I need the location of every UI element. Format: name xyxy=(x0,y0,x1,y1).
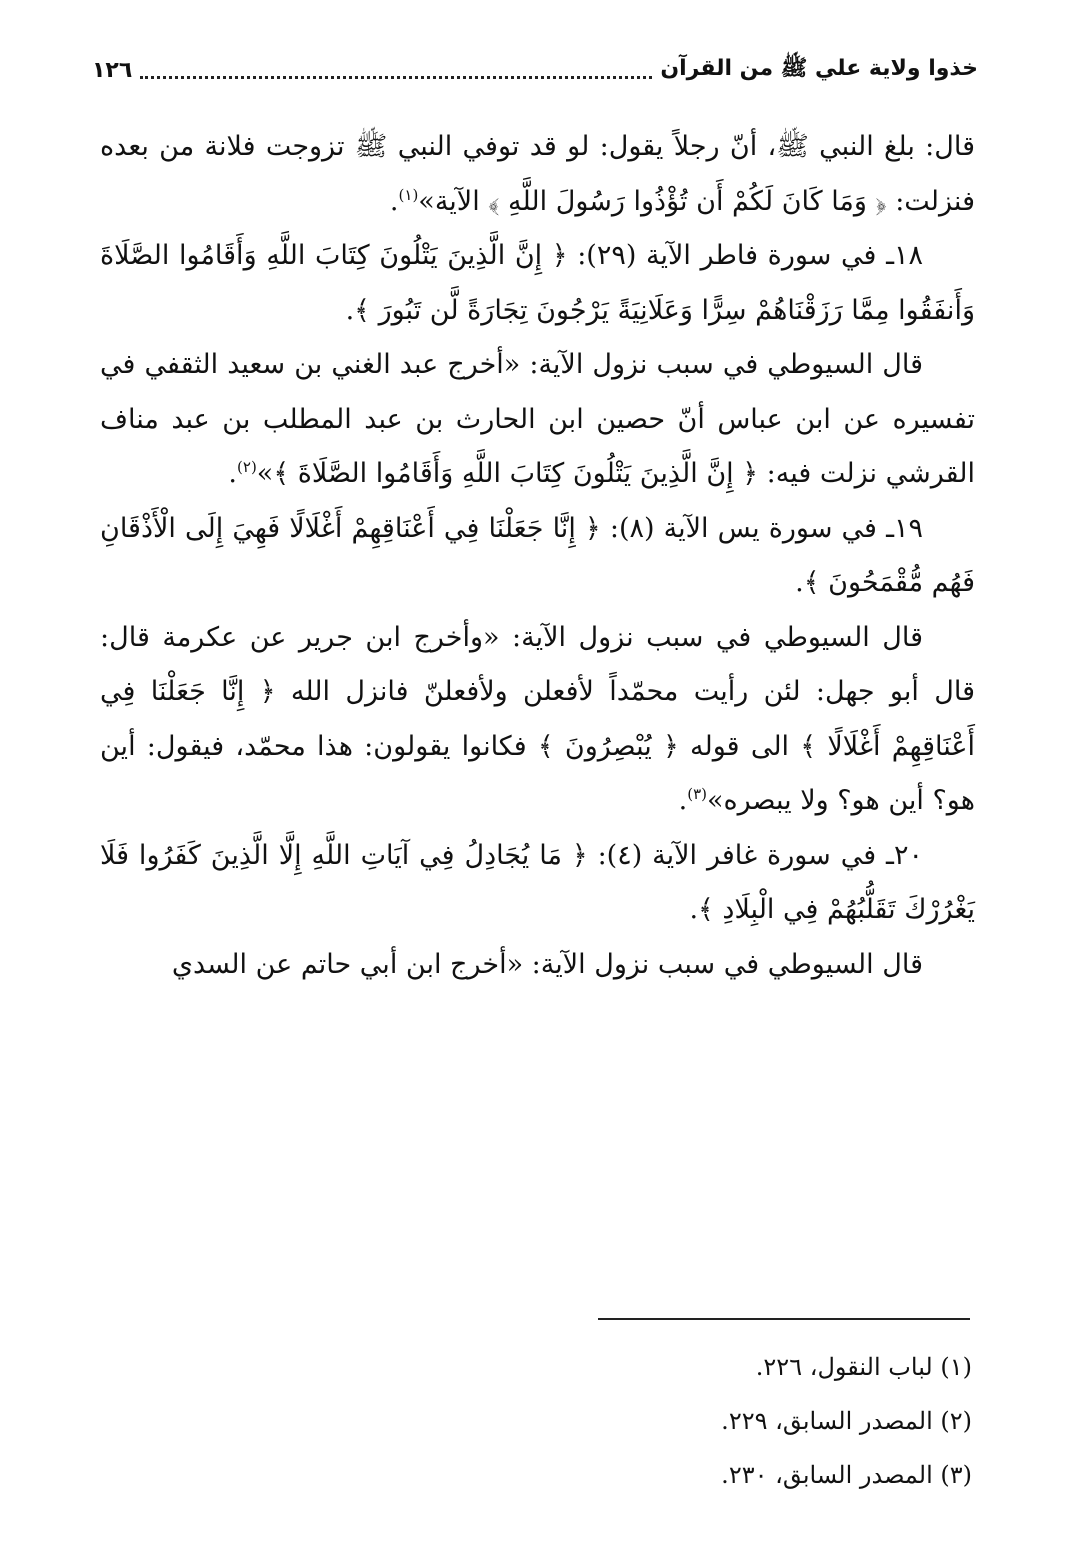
footnote-ref-3: (٣) xyxy=(687,785,707,803)
footnote-1: (١) لباب النقول، ٢٢٦. xyxy=(755,1353,972,1381)
footnote-ref-2: (٢) xyxy=(237,458,257,476)
footnote-separator xyxy=(598,1318,970,1320)
page-number: ١٢٦ xyxy=(92,57,133,83)
footnote-3: (٣) المصدر السابق، ٢٣٠. xyxy=(721,1461,972,1489)
footnote-ref-1: (١) xyxy=(398,185,419,204)
paragraph-3: قال السيوطي في سبب نزول الآية: «أخرج عبد الغني بن سعيد الثقفي في تفسيره عن ابن عباس أنّ حصين ابن الحارث بن عبد المطلب بن عبد مناف القرشي نزلت فيه: ﴿ إِنَّ الَّذِينَ يَتْلُونَ كِتَابَ اللَّهِ وَأَقَامُوا الصَّلَاةَ ﴾»$^{(٢)}$. xyxy=(100,349,975,489)
paragraph-2: ١٨ـ في سورة فاطر الآية (٢٩): ﴿ إِنَّ الَّذِينَ يَتْلُونَ كِتَابَ اللَّهِ وَأَقَامُوا الصَّلَاةَ وَأَنفَقُوا مِمَّا رَزَقْنَاهُمْ سِرًّا وَعَلَانِيَةً يَرْجُونَ تِجَارَةً لَّن تَبُورَ ﴾. xyxy=(100,240,975,326)
footnote-2: (٢) المصدر السابق، ٢٢٩. xyxy=(721,1407,972,1435)
running-title: خذوا ولاية علي ﷺ من القرآن xyxy=(660,56,978,81)
running-header xyxy=(92,50,978,90)
paragraph-5: قال السيوطي في سبب نزول الآية: «وأخرج ابن جرير عن عكرمة قال: قال أبو جهل: لئن رأيت محمّداً لأفعلن ولأفعلنّ فانزل الله ﴿ إِنَّا جَعَلْنَا فِي أَعْنَاقِهِمْ أَغْلَالًا ﴾ الى قوله ﴿ يُبْصِرُونَ ﴾ فكانوا يقولون: هذا محمّد، فيقول: أين هو؟ أين هو؟ ولا يبصره»$^{(٣)}$. xyxy=(100,621,975,816)
paragraph-7: قال السيوطي في سبب نزول الآية: «أخرج ابن أبي حاتم عن السدي xyxy=(171,948,923,980)
paragraph-1: قال: بلغ النبي ﷺ، أنّ رجلاً يقول: لو قد توفي النبي ﷺ تزوجت فلانة من بعده فنزلت: ﴿ وَمَا كَانَ لَكُمْ أَن تُؤْذُوا رَسُولَ اللَّهِ ﴾ الآية»$^{(١)}$. xyxy=(100,131,975,217)
header-leader-dots xyxy=(140,62,652,79)
main-text xyxy=(100,120,975,992)
paragraph-6: ٢٠ـ في سورة غافر الآية (٤): ﴿ مَا يُجَادِلُ فِي آيَاتِ اللَّهِ إِلَّا الَّذِينَ كَفَرُوا فَلَا يَغْرُرْكَ تَقَلُّبُهُمْ فِي الْبِلَادِ ﴾. xyxy=(100,839,975,925)
footnotes xyxy=(300,1340,972,1502)
paragraph-4: ١٩ـ في سورة يس الآية (٨): ﴿ إِنَّا جَعَلْنَا فِي أَعْنَاقِهِمْ أَغْلَالًا فَهِيَ إِلَى الْأَذْقَانِ فَهُم مُّقْمَحُونَ ﴾. xyxy=(100,512,975,598)
